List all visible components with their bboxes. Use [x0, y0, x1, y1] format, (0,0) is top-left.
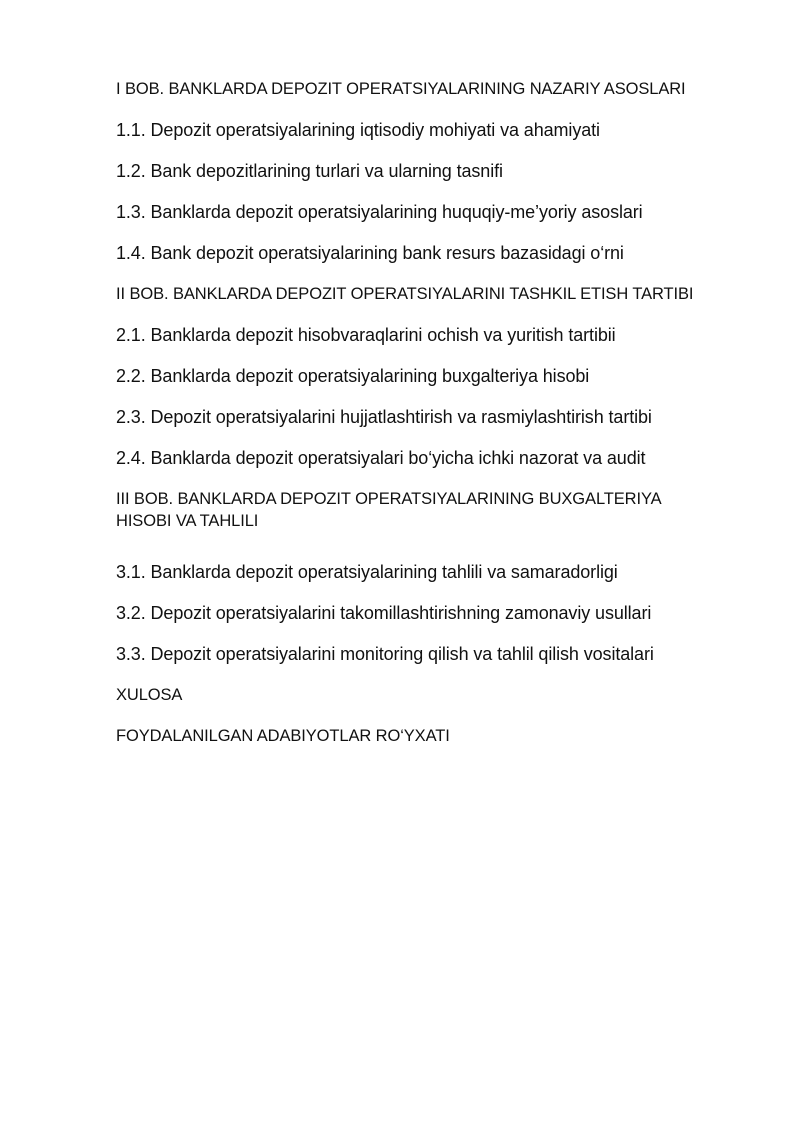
section-2-3: 2.3. Depozit operatsiyalarini hujjatlashtirish va rasmiylashtirish tartibi — [116, 407, 652, 427]
section-3-3: 3.3. Depozit operatsiyalarini monitoring qilish va tahlil qilish vositalari — [116, 644, 654, 664]
section-3-1: 3.1. Banklarda depozit operatsiyalarining tahlili va samaradorligi — [116, 562, 618, 582]
section-2-2: 2.2. Banklarda depozit operatsiyalarining buxgalteriya hisobi — [116, 366, 590, 386]
chapter-1-heading: I BOB. BANKLARDA DEPOZIT OPERATSIYALARINING NAZARIY ASOSLARI — [116, 80, 686, 98]
section-1-3: 1.3. Banklarda depozit operatsiyalarining huquqiy-me’yoriy asoslari — [116, 202, 643, 222]
chapter-3-heading: III BOB. BANKLARDA DEPOZIT OPERATSIYALARINING BUXGALTERIYA HISOBI VA TAHLILI — [116, 490, 661, 530]
references-heading: FOYDALANILGAN ADABIYOTLAR RO‘YXATI — [116, 727, 450, 745]
chapter-2-heading: II BOB. BANKLARDA DEPOZIT OPERATSIYALARINI TASHKIL ETISH TARTIBI — [116, 285, 694, 303]
conclusion-heading: XULOSA — [116, 686, 183, 704]
section-1-1: 1.1. Depozit operatsiyalarining iqtisodiy mohiyati va ahamiyati — [116, 120, 600, 140]
section-3-2: 3.2. Depozit operatsiyalarini takomillashtirishning zamonaviy usullari — [116, 603, 652, 623]
section-2-4: 2.4. Banklarda depozit operatsiyalari bo‘yicha ichki nazorat va audit — [116, 448, 646, 468]
section-1-2: 1.2. Bank depozitlarining turlari va ularning tasnifi — [116, 161, 503, 181]
section-2-1: 2.1. Banklarda depozit hisobvaraqlarini ochish va yuritish tartibii — [116, 325, 616, 345]
section-1-4: 1.4. Bank depozit operatsiyalarining bank resurs bazasidagi o‘rni — [116, 243, 624, 263]
